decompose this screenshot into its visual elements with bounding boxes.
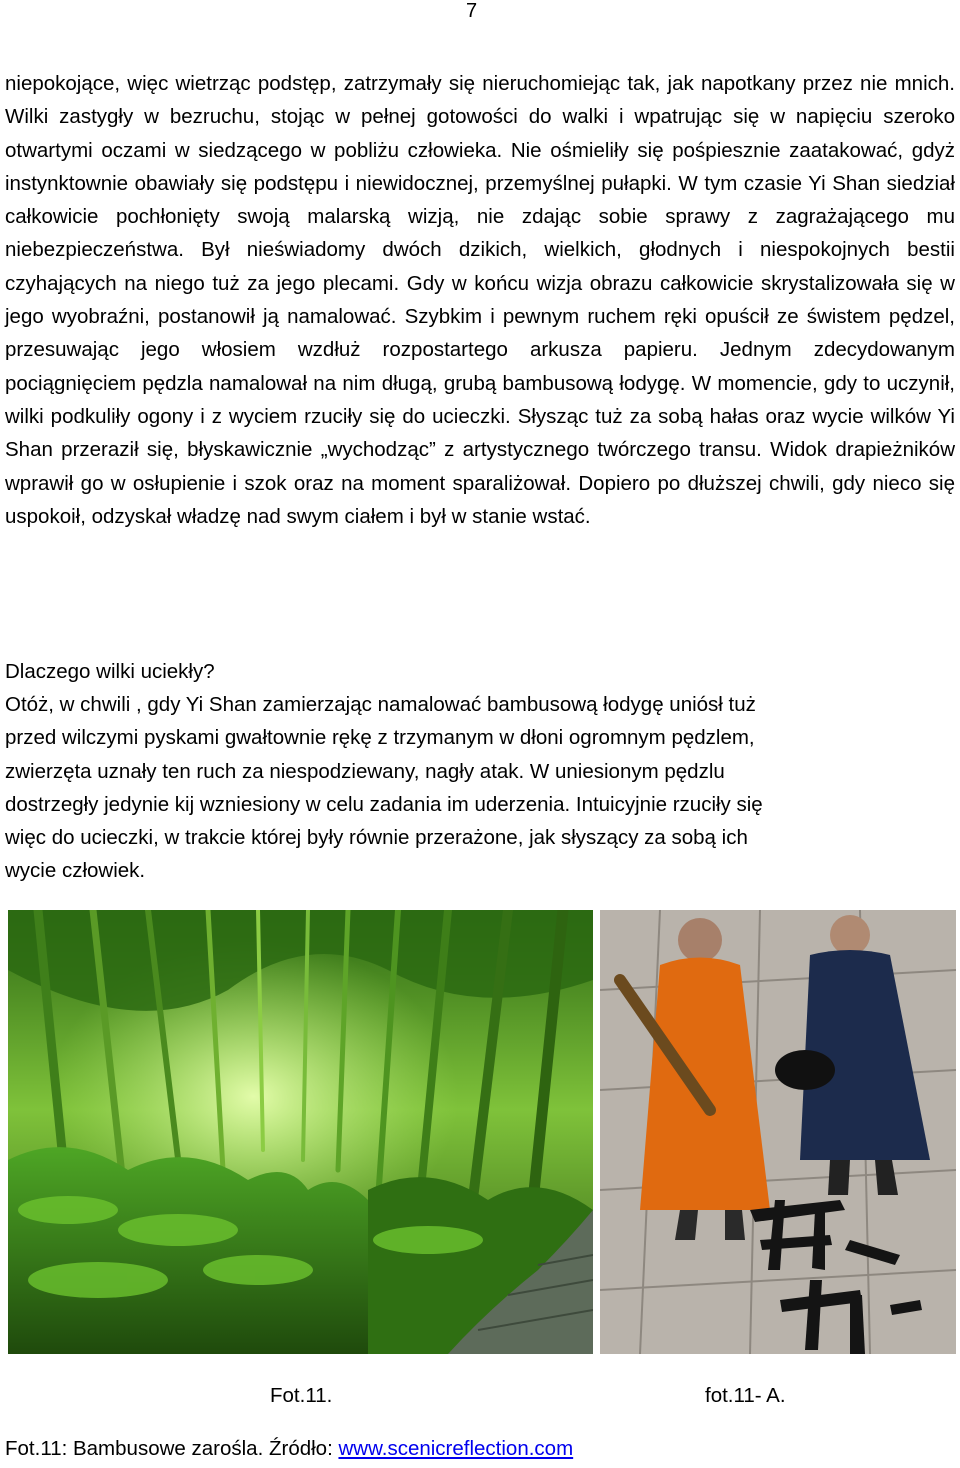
answer-line: Otóż, w chwili , gdy Yi Shan zamierzając namalować bambusową łodygę uniósł tuż <box>5 693 756 716</box>
answer-line: przed wilczymi pyskami gwałtownie rękę z trzymanym w dłoni ogromnym pędzlem, <box>5 726 755 750</box>
source-link[interactable]: www.scenicreflection.com <box>338 1437 574 1460</box>
story-paragraph: niepokojące, więc wietrząc podstęp, zatrzymały się nieruchomiejąc tak, jak napotkany przez nie mnich. Wilki zastygły w bezruchu, stojąc w pełnej gotowości do walki i wpatrując się w napięciu szeroko otwartymi oczami w siedzącego w pobliżu człowieka. Nie ośmieliły się pośpiesznie zaatakować, gdyż instynktownie obawiały się podstępu i niewidocznej, przemyślnej pułapki. W tym czasie Yi Shan siedział całkowicie pochłonięty swoją malarską wizją, nie zdając sobie sprawy z zagrażającego mu niebezpieczeństwa. Był nieświadomy dwóch dzikich, wielkich, głodnych i niespokojnych bestii czyhających na niego tuż za jego plecami. Gdy w końcu wizja obrazu całkowicie skrystalizowała się w jego wyobraźni, postanowił ją namalować. Szybkim i pewnym ruchem ręki opuścił ze świstem pędzel, przesuwając jego włosiem wzdłuż rozpostartego arkusza papieru. Jednym zdecydowanym pociągnięciem pędzla namalował na nim długą, grubą bambusową łodygę. W momencie, gdy to uczynił, wilki podkuliły ogony i z wyciem rzuciły się do ucieczki. Słysząc tuż za sobą hałas oraz wycie wilków Yi Shan przeraził się, błyskawicznie „wychodząc” z artystycznego twórczego transu. Widok drapieżników wprawił go w osłupienie i szok oraz na moment sparaliżował. Dopiero po dłuższej chwili, gdy nieco się uspokoił, odzyskał władzę nad swym ciałem i był w stanie wstać. <box>5 72 955 528</box>
answer-line: wycie człowiek. <box>5 859 146 883</box>
answer-line: zwierzęta uznały ten ruch za niespodziewany, nagły atak. W uniesionym pędzlu <box>5 759 725 783</box>
photo-caption-right: fot.11- A. <box>705 1384 786 1407</box>
question-line: Dlaczego wilki uciekły? <box>5 660 215 683</box>
answer-line: więc do ucieczki, w trakcie której były równie przerażone, jak słyszący za sobą ich <box>5 826 748 850</box>
source-text: Fot.11: Bambusowe zarośla. Źródło: <box>5 1437 339 1460</box>
photo-caption-left: Fot.11. <box>270 1384 333 1407</box>
bamboo-forest-photo <box>8 910 593 1354</box>
photo-source-line <box>5 1434 573 1464</box>
answer-line: dostrzegły jedynie kij wzniesiony w celu zadania im uderzenia. Intuicyjnie rzuciły się <box>5 792 763 816</box>
answer-paragraph <box>5 688 955 888</box>
monks-calligraphy-photo <box>600 910 956 1354</box>
page-number: 7 <box>466 0 478 22</box>
